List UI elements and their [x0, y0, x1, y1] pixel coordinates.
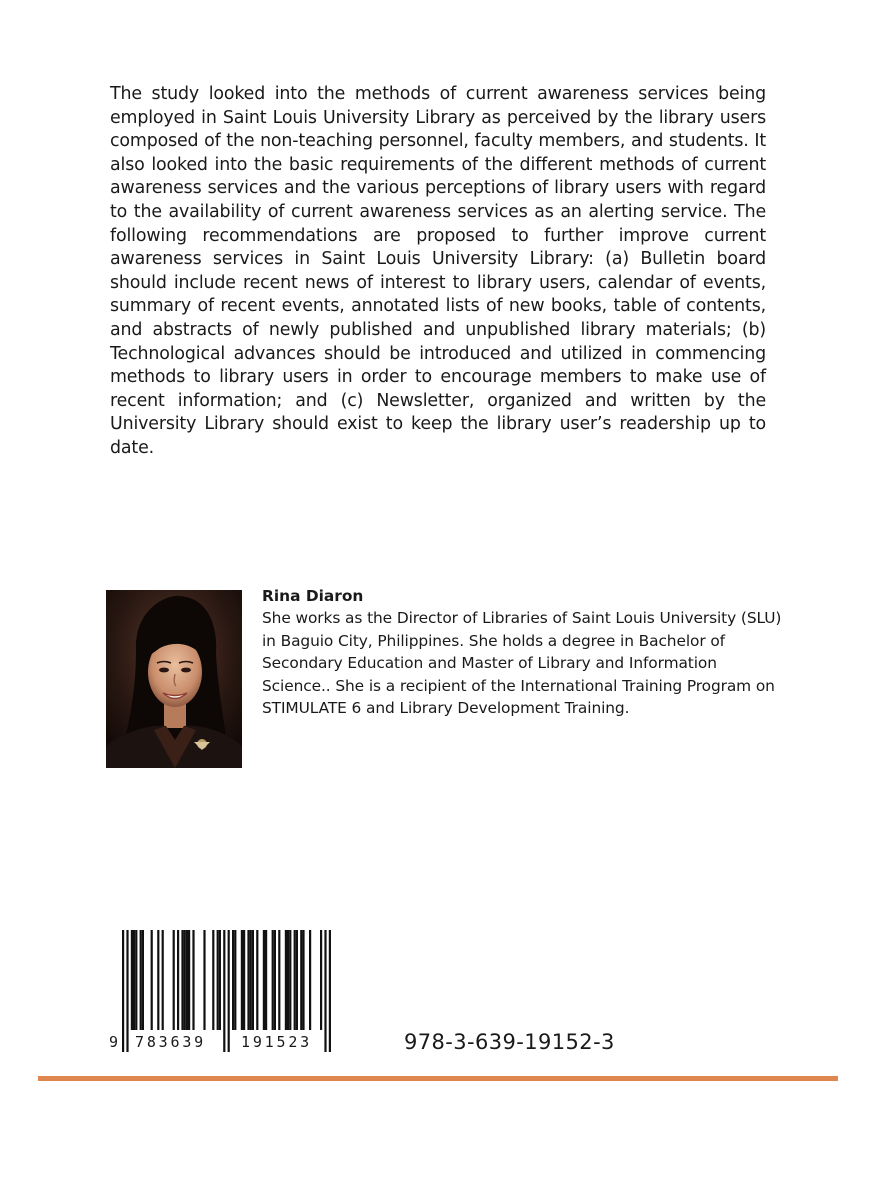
author-name: Rina Diaron [262, 587, 364, 605]
barcode-bar [192, 930, 194, 1030]
author-photo [106, 590, 242, 768]
barcode-bar [265, 930, 267, 1030]
barcode-bar [289, 930, 291, 1030]
barcode-bar [300, 930, 302, 1030]
barcode-bar [263, 930, 265, 1030]
barcode-bar [186, 930, 188, 1030]
barcode-bar [181, 930, 183, 1030]
barcode-bar [243, 930, 245, 1030]
barcode-bar [256, 930, 258, 1030]
barcode-bar [184, 930, 186, 1030]
barcode-bar [309, 930, 311, 1030]
barcode-bar [131, 930, 133, 1030]
barcode-bar [241, 930, 243, 1030]
barcode-right-digits: 191523 [241, 1033, 312, 1051]
barcode-bar [285, 930, 287, 1030]
barcode-bar [320, 930, 322, 1030]
barcode-bar [151, 930, 153, 1030]
barcode-bar [294, 930, 296, 1030]
barcode-digits [108, 1032, 358, 1054]
barcode-bar [133, 930, 135, 1030]
abstract-text: The study looked into the methods of current awareness services being employed in Saint Louis University Library as perceived by the library users composed of the non-teaching personnel, faculty members, and students. It also looked into the basic requirements of the different methods of current awareness services and the various perceptions of library users with regard to the availability of current awareness services as an alerting service. The following recommendations are proposed to further improve current awareness services in Saint Louis University Library: (a) Bulletin board should include recent news of interest to library users, calendar of events, summary of recent events, annotated lists of new books, table of contents, and abstracts of newly published and unpublished library materials; (b) Technological advances should be introduced and utilized in commencing methods to library users in order to encourage members to make use of recent information; and (c) Newsletter, organized and written by the University Library should exist to keep the library user’s readership up to date. [110, 84, 766, 458]
barcode-bar [142, 930, 144, 1030]
barcode-bar [140, 930, 142, 1030]
barcode-bar [252, 930, 254, 1030]
barcode-bar [278, 930, 280, 1030]
barcode-bar [173, 930, 175, 1030]
barcode-bar [250, 930, 252, 1030]
barcode-bar [212, 930, 214, 1030]
bottom-rule [38, 1076, 838, 1081]
barcode-bar [302, 930, 304, 1030]
barcode-bar [135, 930, 137, 1030]
barcode-bar [232, 930, 234, 1030]
barcode-bar [287, 930, 289, 1030]
barcode-bar [188, 930, 190, 1030]
barcode-bar [177, 930, 179, 1030]
barcode-bar [162, 930, 164, 1030]
barcode-bar [247, 930, 249, 1030]
barcode-bar [296, 930, 298, 1030]
barcode-lead-digit: 9 [109, 1033, 119, 1051]
author-bio: She works as the Director of Libraries of Saint Louis University (SLU) in Baguio City, Philippines. She holds a degree in Bachelor of Secondary Education and Master of Library and Information Science.. She is a recipient of the International Training Program on STIMULATE 6 and Library Development Training. [262, 609, 782, 718]
isbn-number: 978-3-639-19152-3 [404, 1030, 615, 1054]
author-block [262, 585, 782, 719]
barcode-bar [217, 930, 219, 1030]
barcode-bar [272, 930, 274, 1030]
barcode-bar [234, 930, 236, 1030]
barcode-bar [274, 930, 276, 1030]
barcode-bar [203, 930, 205, 1030]
barcode-bar [219, 930, 221, 1030]
barcode-bar [157, 930, 159, 1030]
barcode-left-digits: 783639 [135, 1033, 206, 1051]
